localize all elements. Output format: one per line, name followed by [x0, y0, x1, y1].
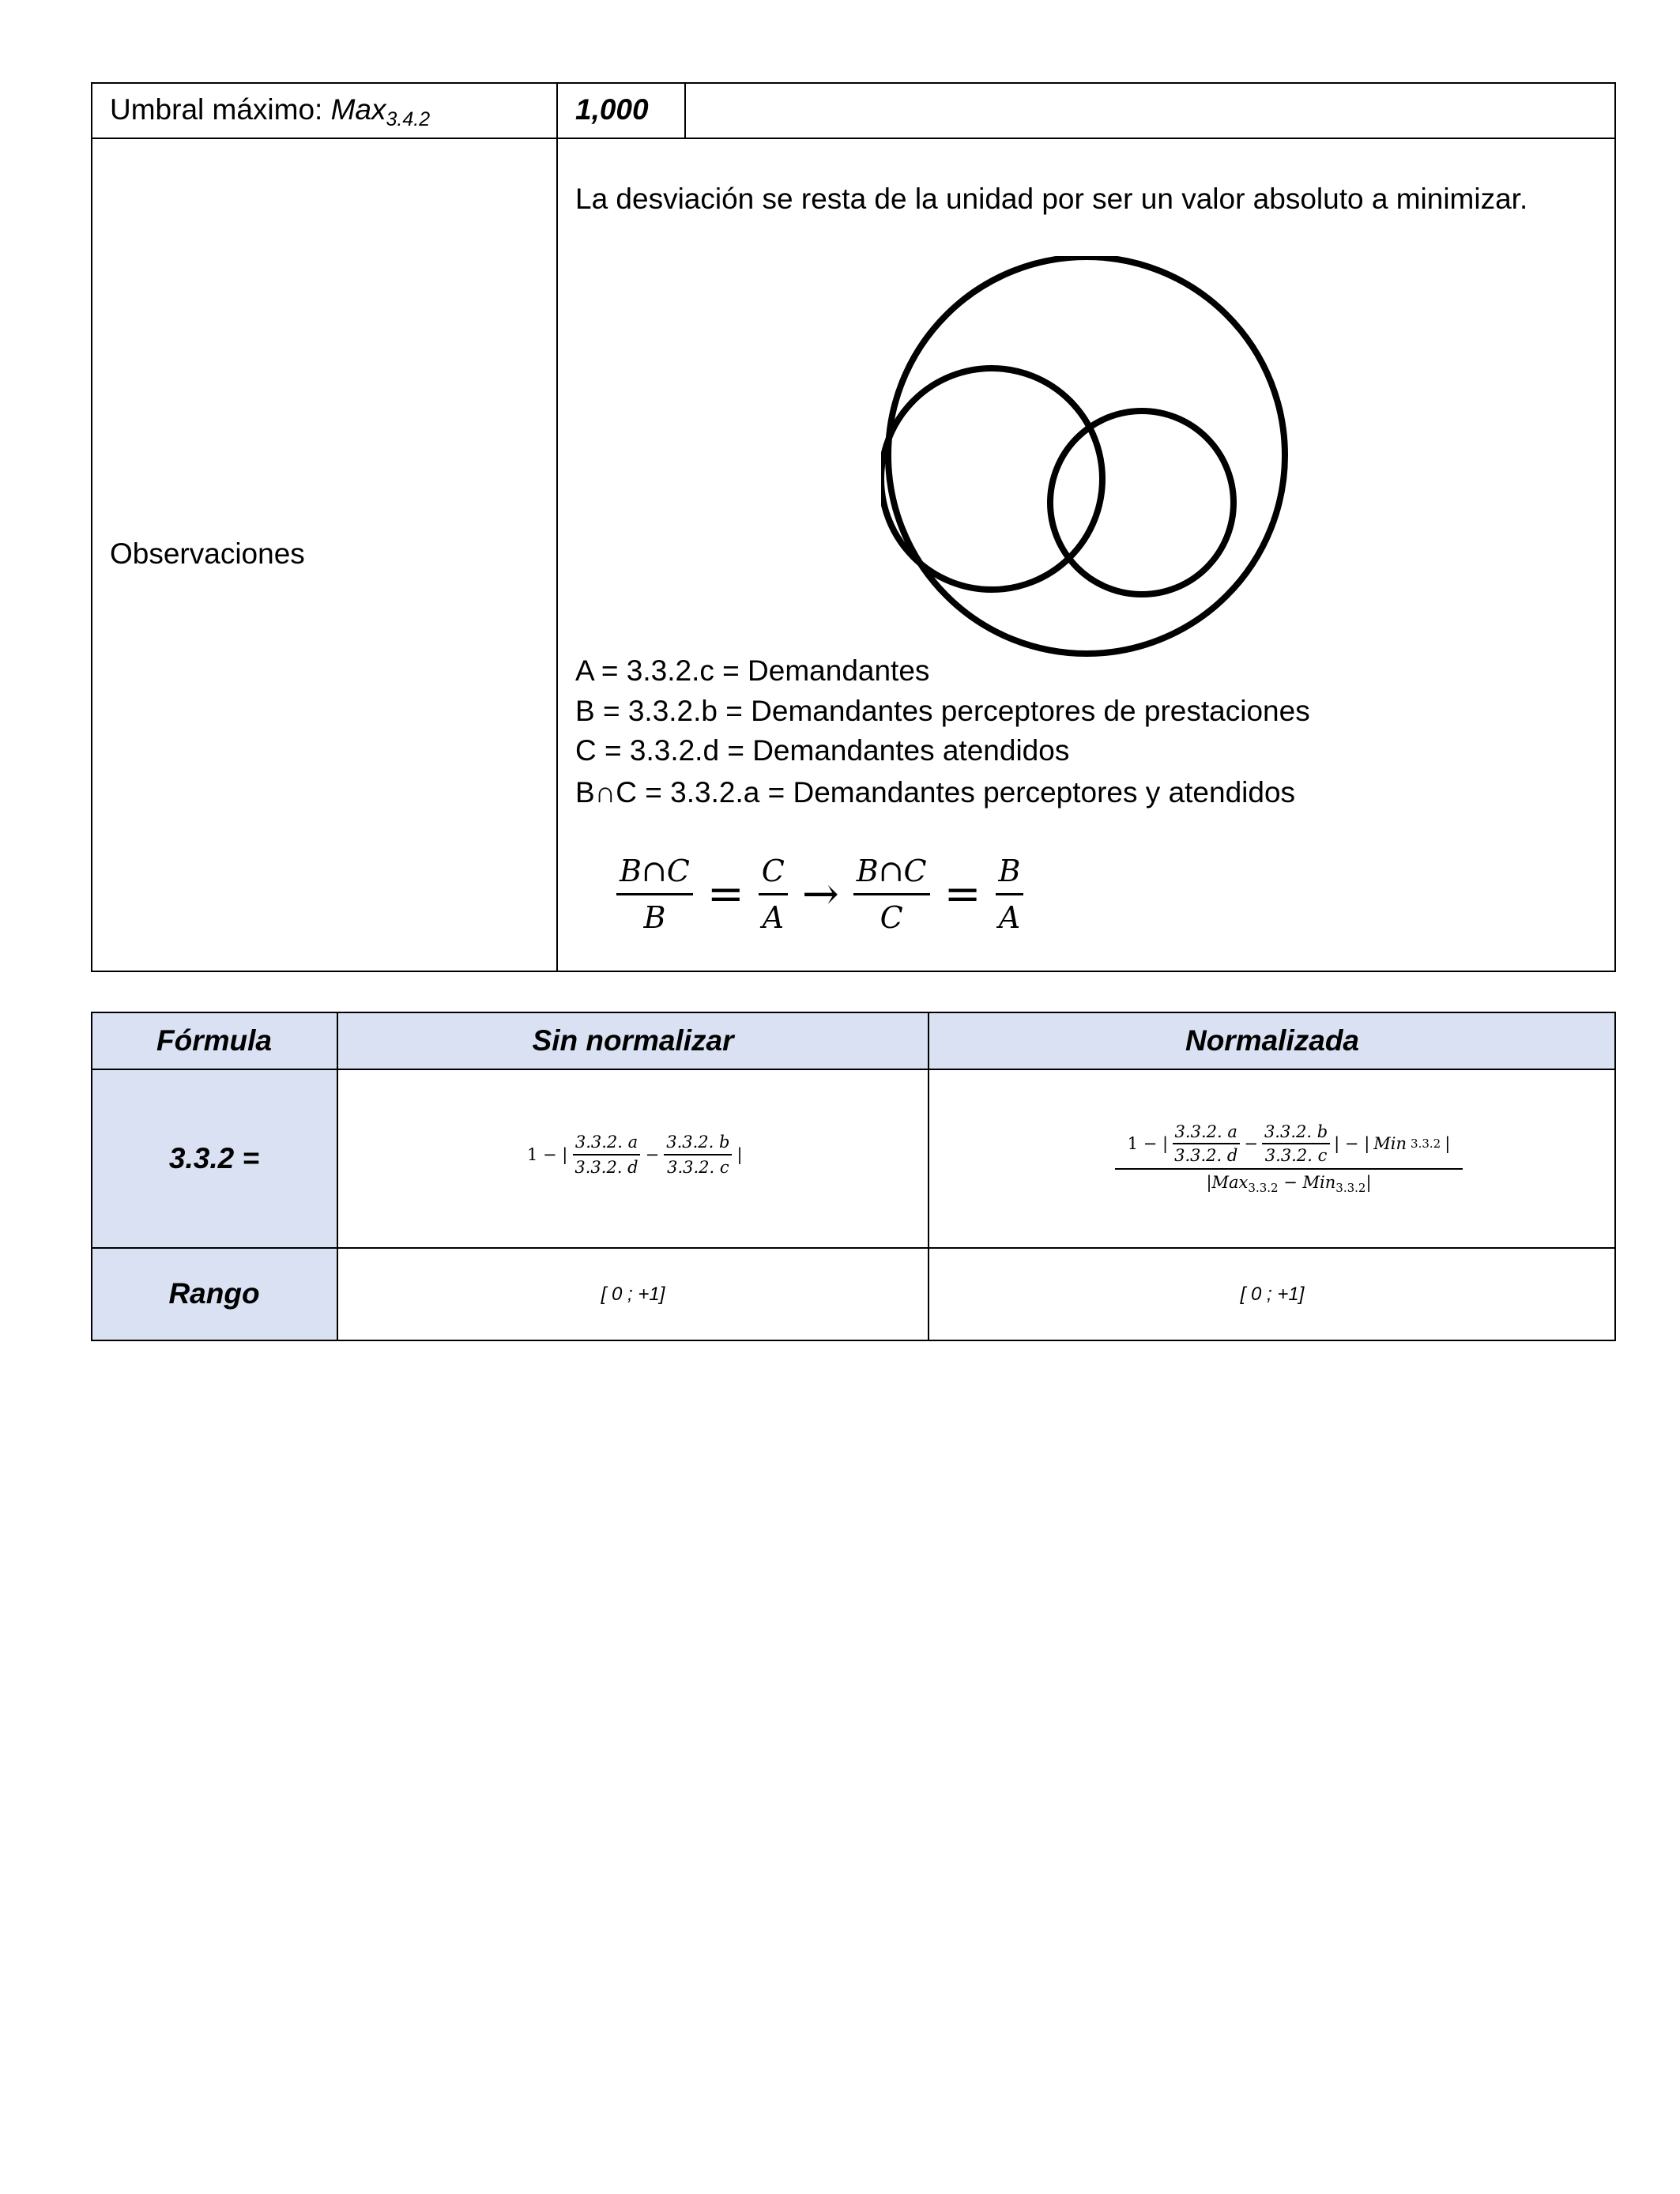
umbral-observaciones-table — [91, 82, 1616, 972]
row-label-formula: 3.3.2 = — [168, 1142, 260, 1174]
arrow-symbol: → — [801, 869, 839, 920]
table-border-left — [91, 82, 92, 972]
row-divider — [91, 138, 1616, 139]
venn-circle-c — [1050, 411, 1234, 594]
ftable-border-bottom — [91, 1340, 1616, 1341]
range-normalizada: [ 0 ; +1] — [1240, 1284, 1305, 1305]
table-border-top — [91, 82, 1616, 84]
legend-a: A = 3.3.2.c = Demandantes — [575, 654, 930, 687]
ftable-row-divider-1 — [91, 1069, 1616, 1070]
formula-normalizada — [1115, 1122, 1463, 1195]
fraction-b-over-a: $\frac{B}{A}$ — [996, 854, 1024, 935]
header-normalizada: Normalizada — [1185, 1024, 1359, 1057]
column-divider — [556, 82, 558, 972]
row-label-rango: Rango — [168, 1277, 260, 1310]
proportion-equation — [616, 854, 1023, 935]
fraction-bc-over-c: $\frac{B\cap C}{C}$ — [853, 854, 930, 935]
equals-sign-2: = — [944, 869, 981, 920]
legend-c: C = 3.3.2.d = Demandantes atendidos — [575, 734, 1070, 767]
equals-sign: = — [706, 869, 744, 920]
umbral-value: 1,000 — [575, 93, 649, 126]
value-column-divider — [684, 82, 686, 138]
umbral-label-text: Umbral máximo: — [110, 93, 331, 126]
legend-b: B = 3.3.2.b = Demandantes perceptores de prestaciones — [575, 695, 1310, 727]
formula-sin-normalizar: 1 − | $\frac{3.3.2. a}{3.3.2. d}$ − $\frac{3.3.2. b}{3.3.2. c}$ | — [527, 1133, 743, 1177]
ftable-row-divider-2 — [91, 1247, 1616, 1249]
ftable-border-top — [91, 1012, 1616, 1013]
table-border-right — [1614, 82, 1616, 972]
ratio-b-over-c: $\frac{3.3.2. b}{3.3.2. c}$ — [664, 1133, 732, 1177]
normalizada-denominator: |Max$_{3.3.2}$ − Min$_{3.3.2}$| — [1206, 1173, 1372, 1195]
header-sin-normalizar: Sin normalizar — [532, 1024, 734, 1057]
normalizada-numerator: 1 − | $\frac{3.3.2. a}{3.3.2. d}$ − $\frac{3.3.2. b}{3.3.2. c}$ | − | Min 3.3.2 | — [1115, 1122, 1463, 1170]
table-border-bottom — [91, 971, 1616, 972]
observaciones-label: Observaciones — [110, 537, 305, 570]
formula-table — [91, 1012, 1616, 1341]
header-formula: Fórmula — [156, 1024, 272, 1057]
umbral-label — [110, 92, 430, 131]
observaciones-text: La desviación se resta de la unidad por ser un valor absoluto a minimizar. — [575, 183, 1528, 215]
venn-diagram — [881, 256, 1308, 667]
venn-circle-a — [888, 257, 1285, 654]
fraction-bc-over-b: $\frac{B\cap C}{B}$ — [616, 854, 693, 935]
legend-bc: B∩C = 3.3.2.a = Demandantes perceptores y atendidos — [575, 776, 1296, 809]
umbral-symbol: Max — [330, 93, 386, 126]
ratio-a-over-d: $\frac{3.3.2. a}{3.3.2. d}$ — [572, 1133, 640, 1177]
umbral-subscript: 3.4.2 — [386, 108, 431, 130]
range-sin-normalizar: [ 0 ; +1] — [601, 1284, 665, 1305]
fraction-c-over-a: $\frac{C}{A}$ — [759, 854, 788, 935]
